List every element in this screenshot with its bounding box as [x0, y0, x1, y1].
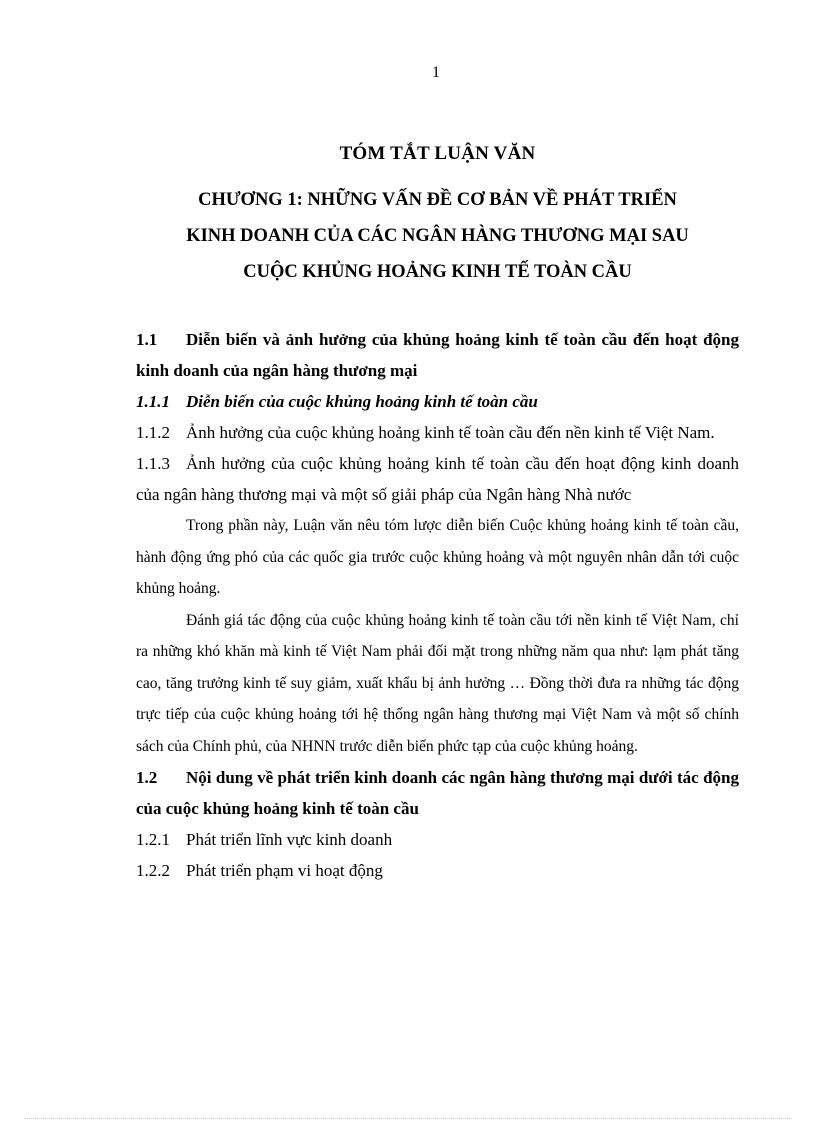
- heading-number: 1.1.2: [136, 423, 170, 442]
- heading-number: 1.2: [136, 768, 158, 787]
- heading-number: 1.2.2: [136, 861, 170, 880]
- page-bottom-divider: [24, 1118, 792, 1119]
- heading-number: 1.1: [136, 330, 158, 349]
- document-title: TÓM TẮT LUẬN VĂN: [339, 143, 536, 164]
- document-body: [136, 324, 739, 886]
- heading-text: Diễn biến và ảnh hưởng của khủng hoảng kinh tế toàn cầu đến hoạt động kinh doanh của ngân hàng thương mại: [136, 330, 739, 380]
- heading-1-1-3: [136, 448, 739, 510]
- heading-1-2: [136, 762, 739, 824]
- heading-number: 1.2.1: [136, 830, 170, 849]
- chapter-title-line: CHƯƠNG 1: NHỮNG VẤN ĐỀ CƠ BẢN VỀ PHÁT TRIỂN: [198, 190, 677, 210]
- heading-1-2-2: [136, 855, 739, 886]
- heading-text: Nội dung về phát triển kinh doanh các ngân hàng thương mại dưới tác động của cuộc khủng hoảng kinh tế toàn cầu: [136, 768, 739, 818]
- heading-text: Diễn biến của cuộc khủng hoảng kinh tế toàn cầu: [186, 392, 538, 411]
- heading-1-1-1: [136, 386, 739, 417]
- body-paragraph: Đánh giá tác động của cuộc khủng hoảng kinh tế toàn cầu tới nền kinh tế Việt Nam, chỉ ra những khó khăn mà kinh tế Việt Nam phải đối mặt trong những năm qua như: lạm phát tăng cao, tăng trưởng kinh tế suy giảm, xuất khẩu bị ảnh hưởng … Đồng thời đưa ra những tác động trực tiếp của cuộc khủng hoảng tới hệ thống ngân hàng thương mại Việt Nam và một số chính sách của Chính phủ, của NHNN trước diễn biến phức tạp của cuộc khủng hoảng.: [136, 611, 739, 755]
- heading-1-2-1: [136, 824, 739, 855]
- heading-1-1: [136, 324, 739, 386]
- heading-text: Ảnh hưởng của cuộc khủng hoảng kinh tế toàn cầu đến hoạt động kinh doanh của ngân hàng thương mại và một số giải pháp của Ngân hàng Nhà nước: [136, 454, 739, 504]
- heading-number: 1.1.1: [136, 392, 170, 411]
- chapter-title-line: KINH DOANH CỦA CÁC NGÂN HÀNG THƯƠNG MẠI SAU: [186, 226, 689, 246]
- heading-text: Ảnh hưởng của cuộc khủng hoảng kinh tế toàn cầu đến nền kinh tế Việt Nam.: [186, 423, 715, 442]
- chapter-title-line: CUỘC KHỦNG HOẢNG KINH TẾ TOÀN CẦU: [243, 262, 632, 282]
- heading-1-1-2: [136, 417, 739, 448]
- heading-text: Phát triển lĩnh vực kinh doanh: [186, 830, 393, 849]
- page-number: 1: [432, 64, 440, 81]
- heading-number: 1.1.3: [136, 454, 170, 473]
- heading-text: Phát triển phạm vi hoạt động: [186, 861, 383, 880]
- body-paragraph: Trong phần này, Luận văn nêu tóm lược diễn biến Cuộc khủng hoảng kinh tế toàn cầu, hành động ứng phó của các quốc gia trước cuộc khủng hoảng và một nguyên nhân dẫn tới cuộc khủng hoảng.: [136, 517, 739, 597]
- chapter-title: [136, 182, 739, 290]
